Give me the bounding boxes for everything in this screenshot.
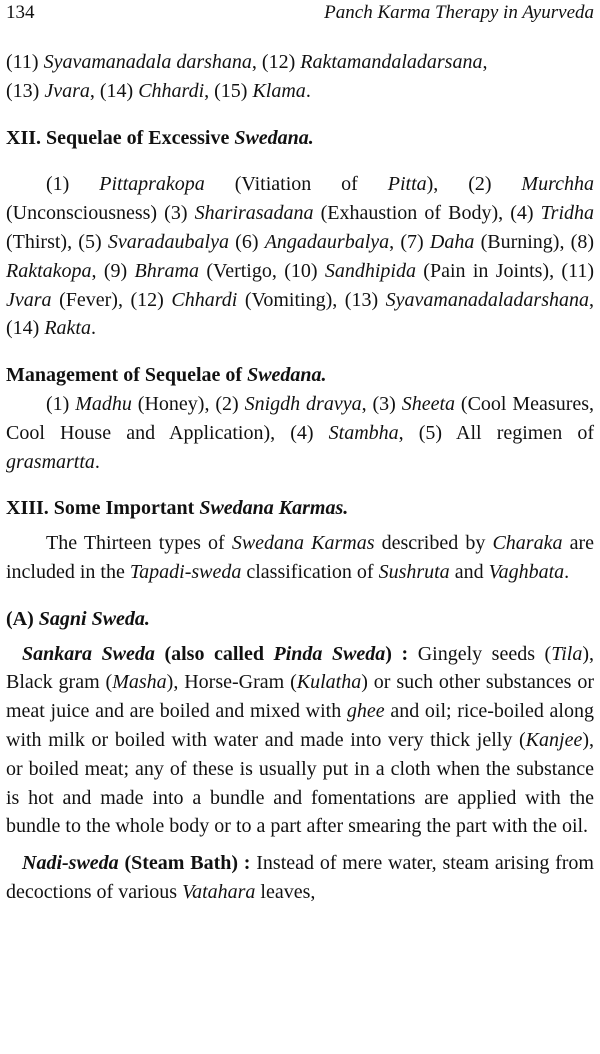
text-run: Instead of mere water, steam arising from decoctions of various	[6, 852, 594, 903]
emphasis-run: Vatahara	[182, 880, 256, 903]
emphasis-run: Kanjee	[525, 728, 583, 751]
emphasis-run: Tridha	[540, 202, 594, 225]
emphasis-run: Masha	[112, 671, 167, 694]
text-run: are included in the	[6, 532, 594, 583]
emphasis-run: ghee	[346, 700, 385, 723]
text-run: (Pain in Joints), (11)	[415, 259, 594, 282]
emphasis-run: Charaka	[492, 532, 563, 555]
emphasis-run: Vaghbata	[488, 560, 565, 583]
page-content	[6, 48, 594, 907]
management-heading: Management of Sequelae of Swedana.	[6, 364, 327, 387]
emphasis-run: Stambha	[328, 421, 399, 444]
text-run: , (3)	[361, 392, 402, 415]
management-paragraph	[6, 390, 594, 476]
text-run: (1)	[46, 173, 100, 196]
text-run: ), Horse-Gram (	[166, 671, 297, 694]
text-run: ), (2)	[426, 173, 522, 196]
text-run: and oil; rice-boiled along with milk or boiled with water and made into very thick jelly (	[6, 700, 594, 751]
emphasis-run: Swedana Karmas	[231, 532, 375, 555]
emphasis-run: Pittaprakopa	[99, 173, 205, 196]
emphasis-run: Nadi-sweda	[22, 852, 119, 875]
emphasis-run: Sheeta	[401, 392, 456, 415]
emphasis-run: Angadaurbalya	[264, 230, 390, 253]
text-run: , (5) All regimen of	[398, 421, 594, 444]
emphasis-run: Murchha	[521, 173, 594, 196]
text-run: (6)	[228, 230, 265, 253]
continued-list-line-2: (13) Jvara, (14) Chhardi, (15) Klama.	[6, 79, 311, 102]
emphasis-run: Raktakopa	[6, 259, 92, 282]
emphasis-run: Snigdh dravya	[244, 392, 362, 415]
emphasis-run: Jvara	[6, 288, 52, 311]
running-title: Panch Karma Therapy in Ayurveda	[324, 2, 594, 23]
emphasis-run: Sushruta	[378, 560, 450, 583]
text-run: , (7)	[389, 230, 430, 253]
emphasis-run: Tila	[551, 642, 583, 665]
text-run: .	[90, 317, 96, 340]
page-header	[6, 2, 594, 30]
emphasis-run: grasmartta	[6, 450, 95, 473]
emphasis-run: Sharirasadana	[194, 202, 314, 225]
emphasis-run: Sandhipida	[324, 259, 416, 282]
text-run: (Vomiting), (13)	[237, 288, 386, 311]
section-heading-xii: XII. Sequelae of Excessive Swedana.	[6, 126, 314, 149]
emphasis-run: Syavamanadaladarshana	[385, 288, 589, 311]
emphasis-run: Daha	[429, 230, 475, 253]
emphasis-run: Pinda Sweda	[273, 642, 386, 665]
text-run: .	[564, 560, 570, 583]
text-run: (Unconsciousness) (3)	[6, 202, 195, 225]
text-run: (1)	[46, 392, 76, 415]
emphasis-run: Bhrama	[134, 259, 199, 282]
text-run: (Exhaustion of Body), (4)	[313, 202, 541, 225]
emphasis-run: (also called	[154, 642, 274, 665]
text-run: ), Black gram (	[6, 642, 594, 694]
text-run: and	[449, 560, 489, 583]
text-run: leaves,	[255, 880, 316, 903]
sagni-sweda-heading: (A) Sagni Sweda.	[6, 607, 150, 630]
emphasis-run: Sankara Sweda	[22, 642, 155, 665]
text-run: , (14)	[6, 288, 594, 340]
page-number: 134	[6, 2, 35, 23]
emphasis-run: ) :	[385, 642, 409, 665]
text-run: ), or boiled meat; any of these is usually put in a cloth when the substance is hot and made into a bundle and fomentations are applied with the bundle to the whole body or to a part after smearing the part with the oil.	[6, 728, 594, 838]
text-run: (Vitiation of	[204, 173, 388, 196]
text-run: (Honey), (2)	[131, 392, 245, 415]
sankara-sweda-paragraph	[6, 640, 594, 842]
text-run: Gingely seeds (	[408, 642, 552, 665]
swedana-karmas-paragraph	[6, 529, 594, 587]
emphasis-run: Tapadi-sweda	[129, 560, 242, 583]
text-run: ) or such other substances or meat juice and are boiled and mixed with	[6, 671, 595, 723]
text-run: (Burning), (8)	[474, 230, 595, 253]
text-run: (Thirst), (5)	[6, 230, 108, 253]
emphasis-run: Madhu	[75, 392, 132, 415]
emphasis-run: Chhardi	[171, 288, 238, 311]
emphasis-run: Pitta	[387, 173, 427, 196]
text-run: (Vertigo, (10)	[198, 259, 325, 282]
sequelae-paragraph	[6, 170, 594, 343]
emphasis-run: Rakta	[44, 317, 91, 340]
text-run: (Fever), (12)	[51, 288, 172, 311]
text-run: .	[94, 450, 100, 473]
text-run: (Cool Measures, Cool House and Application), (4)	[6, 392, 595, 444]
continued-list-line-1: (11) Syavamanadala darshana, (12) Raktamandaladarsana,	[6, 51, 488, 73]
text-run: described by	[374, 532, 493, 555]
section-heading-xiii: XIII. Some Important Swedana Karmas.	[6, 497, 349, 520]
text-run: The Thirteen types of	[46, 532, 232, 555]
emphasis-run: Svaradaubalya	[107, 230, 229, 253]
text-run: classification of	[241, 560, 379, 583]
text-run: , (9)	[91, 259, 135, 282]
emphasis-run: Kulatha	[296, 671, 362, 694]
emphasis-run: (Steam Bath) :	[118, 852, 251, 875]
nadi-sweda-paragraph	[6, 849, 594, 907]
